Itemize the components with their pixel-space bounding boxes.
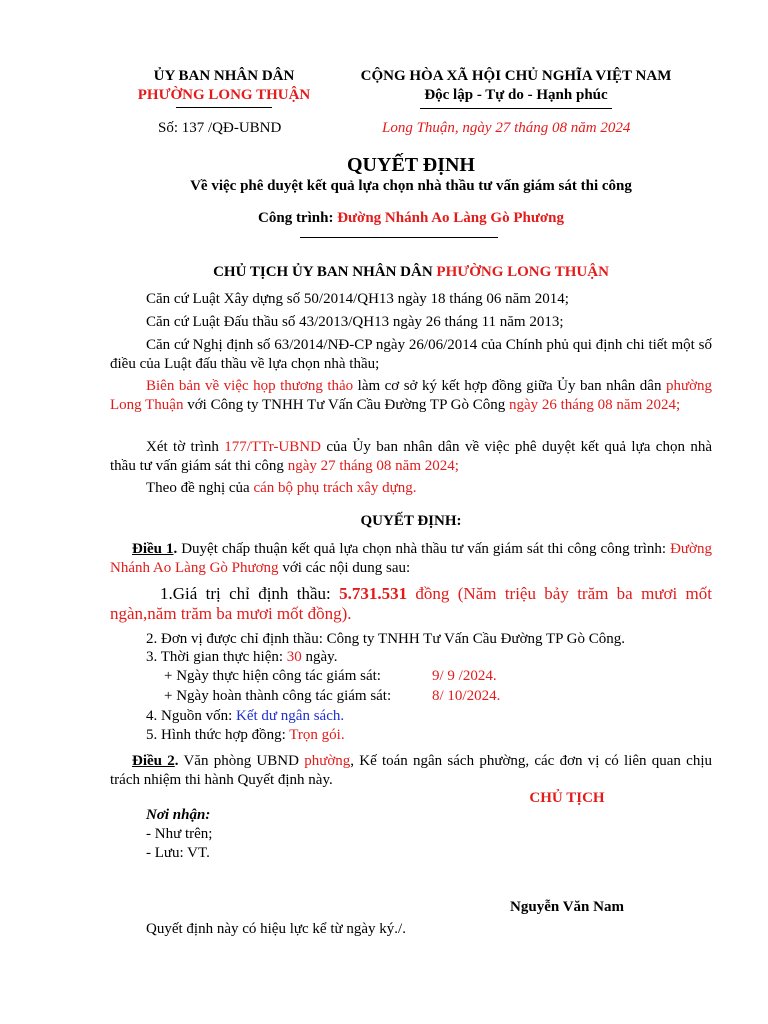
contract-value: 1.Giá trị chỉ định thầu: 5.731.531 đồng (Năm triệu bảy trăm ba mươi mốt ngàn,năm trăm ba mươi mốt đồng). — [110, 584, 713, 623]
signature-title: CHỦ TỊCH — [529, 790, 605, 806]
start-date-label: + Ngày thực hiện công tác giám sát: — [164, 668, 381, 684]
contractor: 2. Đơn vị được chỉ định thầu: Công ty TNHH Tư Vấn Cầu Đường TP Gò Công. — [146, 631, 626, 647]
contract-type: 5. Hình thức hợp đồng: Trọn gói. — [146, 727, 345, 743]
project-name: Đường Nhánh Ao Làng Gò Phương — [337, 210, 564, 226]
project-label: Công trình: — [258, 210, 338, 226]
date-line: Long Thuận, ngày 27 tháng 08 năm 2024 — [382, 120, 631, 136]
document-number: Số: 137 /QĐ-UBND — [158, 120, 282, 136]
title-underline — [300, 237, 498, 238]
document-title: QUYẾT ĐỊNH — [347, 154, 475, 176]
minutes-title: Biên bản về việc họp thương thảo — [146, 378, 354, 394]
effective-note: Quyết định này có hiệu lực kể từ ngày ký./. — [146, 921, 406, 937]
funding-source: 4. Nguồn vốn: Kết dư ngân sách. — [146, 708, 345, 724]
article-2: Điều 2. Văn phòng UBND phường, Kế toán ngân sách phường, các đơn vị có liên quan chịu trách nhiệm thi hành Quyết định này. — [110, 753, 713, 788]
decision-heading: QUYẾT ĐỊNH: — [360, 513, 462, 529]
ward-name: PHƯỜNG LONG THUẬN — [137, 87, 311, 103]
contract-amount: 5.731.531 — [339, 584, 408, 603]
recipients-heading: Nơi nhận: — [146, 807, 211, 823]
basis-decree: Căn cứ Nghị định số 63/2014/NĐ-CP ngày 26/06/2014 của Chính phủ qui định chi tiết một số điều của Luật đấu thầu về lựa chọn nhà thầu; — [110, 337, 712, 372]
country-name: CỘNG HÒA XÃ HỘI CHỦ NGHĨA VIỆT NAM — [360, 68, 672, 84]
duration: 3. Thời gian thực hiện: 30 ngày. — [146, 649, 338, 665]
submission-number: 177/TTr-UBND — [224, 439, 321, 455]
authority-heading — [110, 264, 712, 281]
authority-ward: PHƯỜNG LONG THUẬN — [436, 264, 609, 280]
basis-proposal: Theo đề nghị của cán bộ phụ trách xây dựng. — [146, 480, 417, 496]
recipient-item: - Lưu: VT. — [146, 845, 210, 861]
basis-submission: Xét tờ trình 177/TTr-UBND của Ủy ban nhân dân về việc phê duyệt kết quả lựa chọn nhà thầu tư vấn giám sát thi công ngày 27 tháng 08 năm 2024; — [110, 439, 712, 474]
signer-name: Nguyễn Văn Nam — [510, 899, 624, 915]
article-1-project: Đường Nhánh Ao Làng Gò Phương — [110, 541, 712, 576]
project-line — [110, 210, 712, 227]
recipient-item: - Như trên; — [146, 826, 213, 842]
basis-negotiation-minutes: Biên bản về việc họp thương thảo làm cơ sở ký kết hợp đồng giữa Ủy ban nhân dân phường Long Thuận với Công ty TNHH Tư Vấn Cầu Đường TP Gò Công ngày 26 tháng 08 năm 2024; — [110, 378, 713, 413]
article-1: Điều 1. Duyệt chấp thuận kết quả lựa chọn nhà thầu tư vấn giám sát thi công công trình: Đường Nhánh Ao Làng Gò Phương với các nội dung sau: — [110, 541, 712, 576]
article-2-label: Điều 2 — [132, 753, 175, 769]
end-date-label: + Ngày hoàn thành công tác giám sát: — [164, 688, 392, 704]
duration-days: 30 — [286, 649, 302, 665]
document-subtitle: Về việc phê duyệt kết quả lựa chọn nhà thầu tư vấn giám sát thi công — [190, 178, 632, 194]
contract-amount-words: đồng (Năm triệu bảy trăm ba mươi mốt ngàn,năm trăm ba mươi mốt đồng). — [110, 584, 713, 623]
contract-type-value: Trọn gói. — [289, 727, 345, 743]
agency-name: ỦY BAN NHÂN DÂN — [153, 68, 295, 84]
ward-ref: phường Long Thuận — [110, 378, 713, 413]
header-left-underline — [176, 107, 272, 108]
submission-date: ngày 27 tháng 08 năm 2024; — [287, 458, 459, 474]
motto-underline — [420, 108, 612, 109]
motto: Độc lập - Tự do - Hạnh phúc — [424, 87, 608, 103]
proposer: cán bộ phụ trách xây dựng. — [253, 480, 417, 496]
end-date: 8/ 10/2024. — [432, 688, 501, 704]
basis-construction-law: Căn cứ Luật Xây dựng số 50/2014/QH13 ngày 18 tháng 06 năm 2014; — [146, 291, 569, 307]
start-date: 9/ 9 /2024. — [432, 668, 497, 684]
authority-prefix: CHỦ TỊCH ỦY BAN NHÂN DÂN — [213, 264, 437, 280]
funding-value: Kết dư ngân sách. — [236, 708, 345, 724]
article-2-ward: phường — [304, 753, 351, 769]
basis-bidding-law: Căn cứ Luật Đấu thầu số 43/2013/QH13 ngày 26 tháng 11 năm 2013; — [146, 314, 564, 330]
article-1-label: Điều 1 — [132, 541, 174, 557]
minutes-date: ngày 26 tháng 08 năm 2024; — [508, 397, 681, 413]
